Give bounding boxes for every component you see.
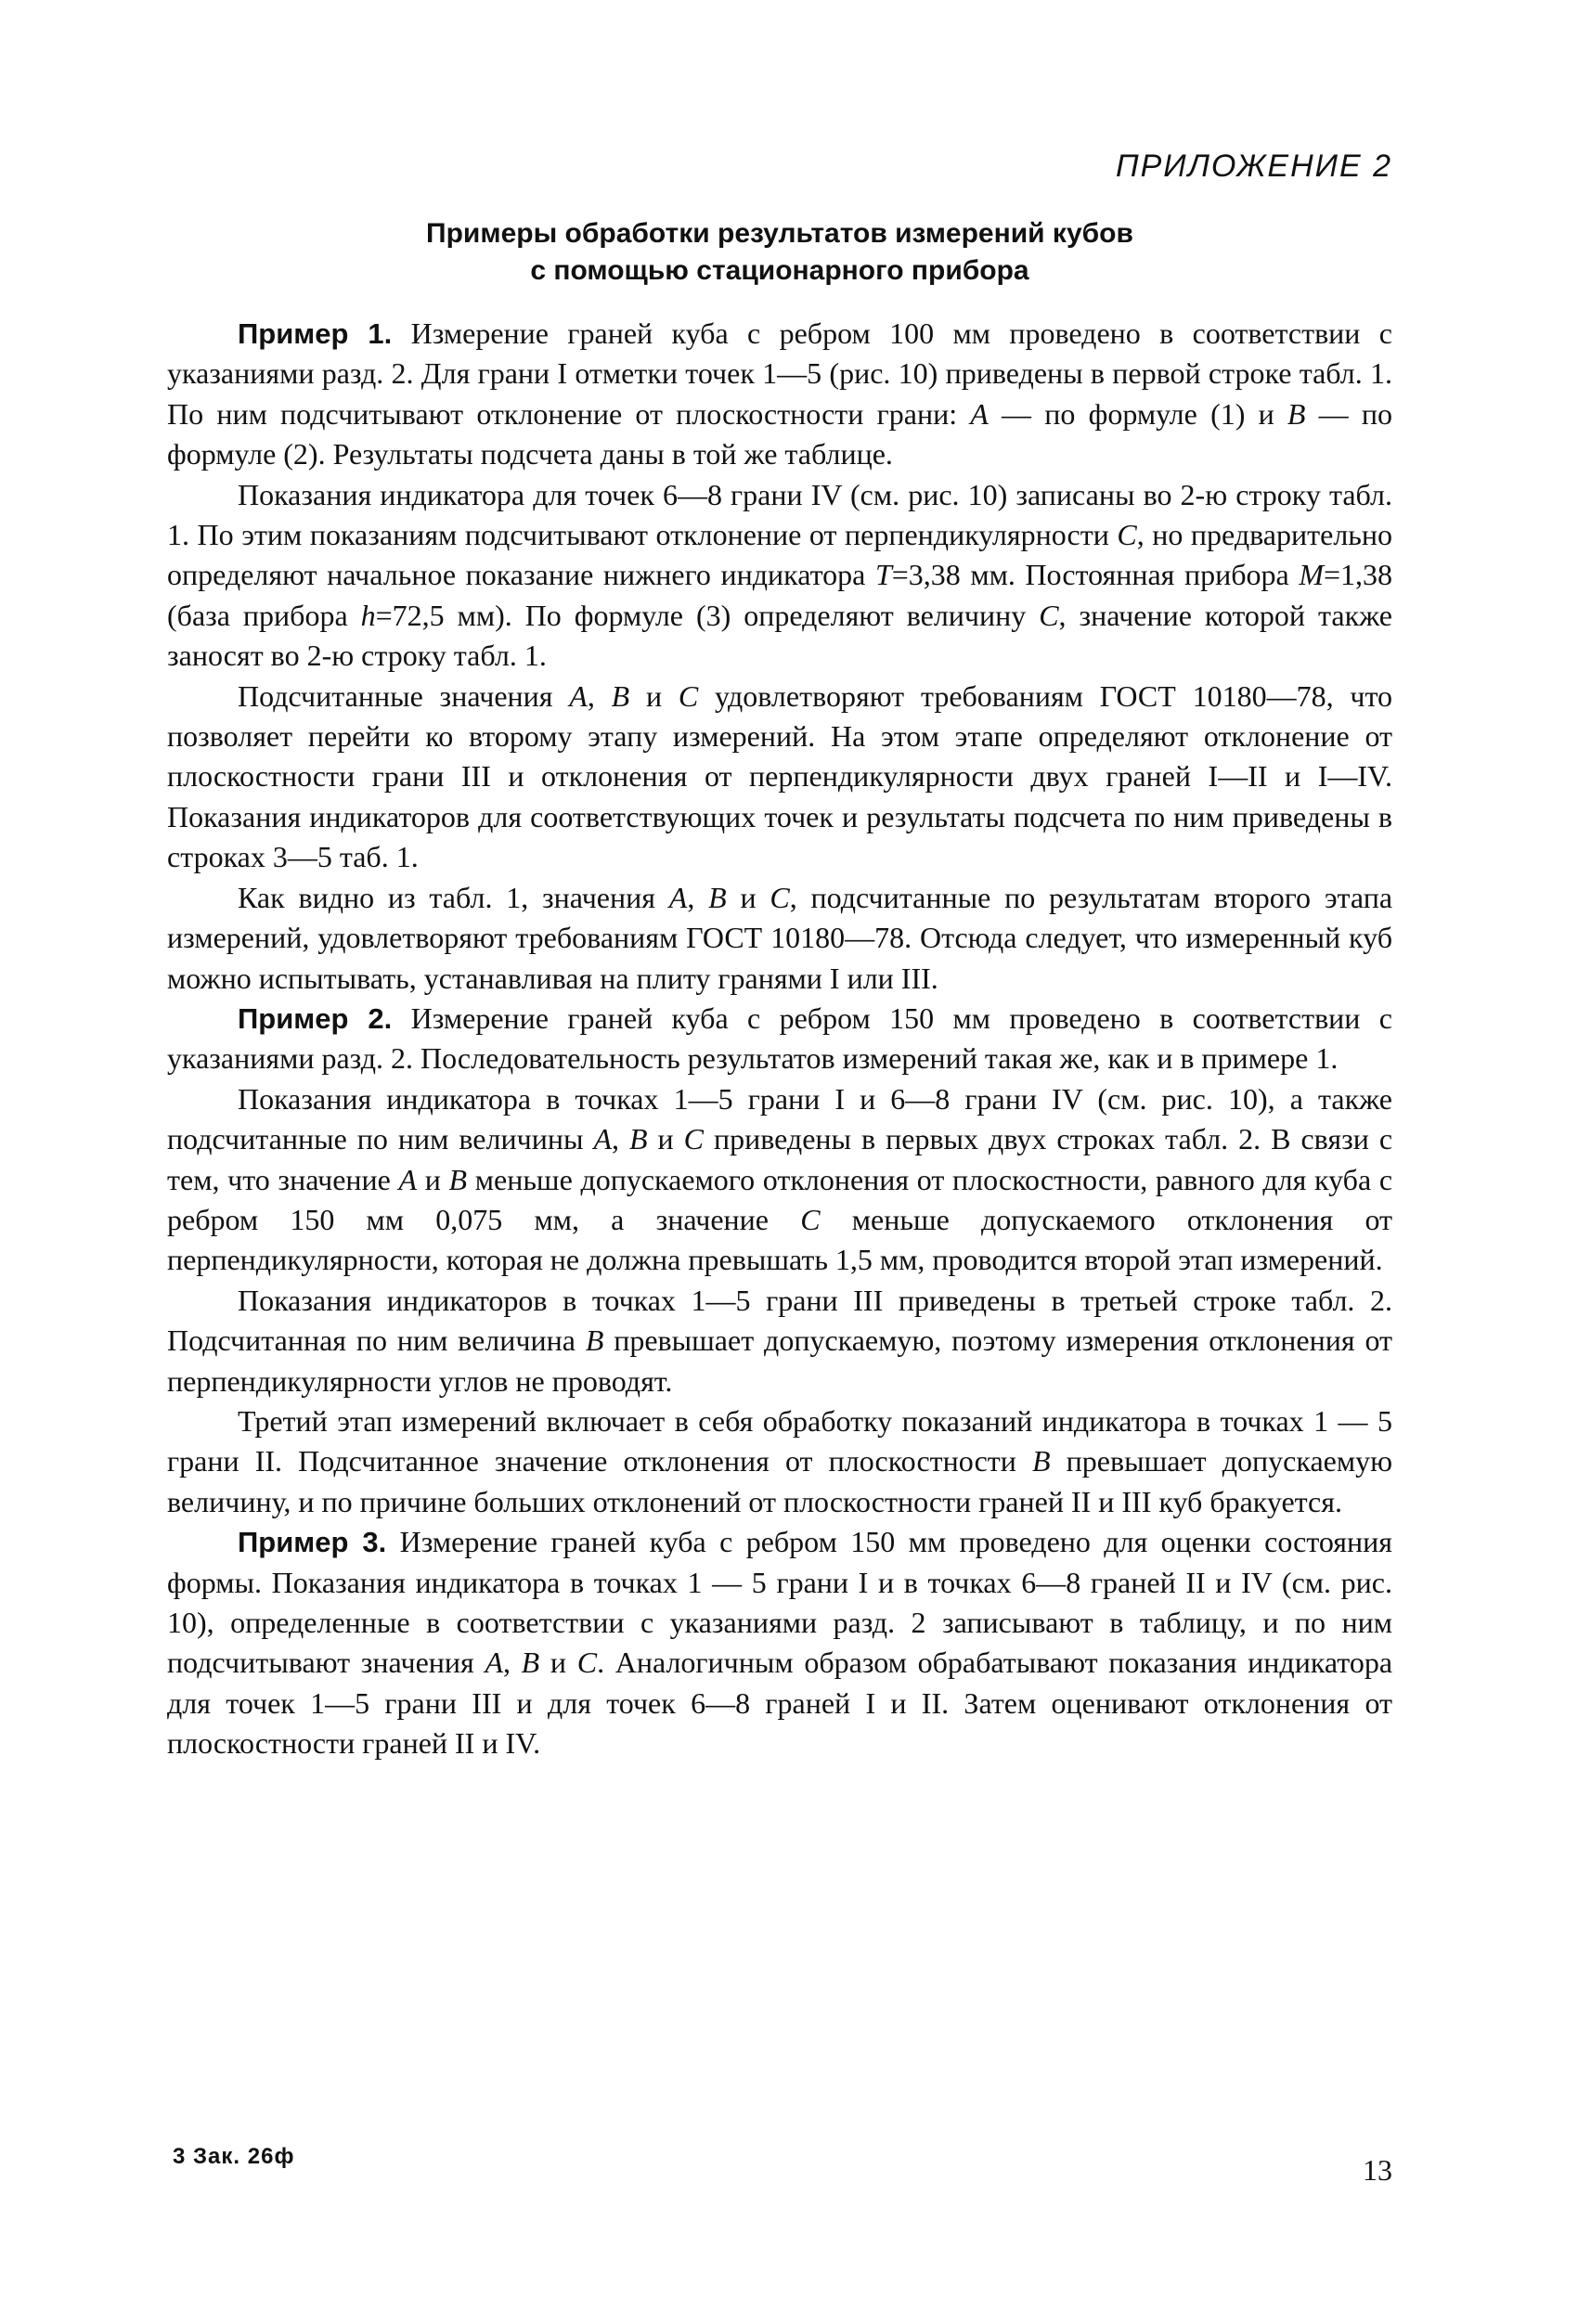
page-number: 13 — [1363, 2153, 1392, 2187]
variable-symbol: T — [874, 558, 892, 592]
variable-symbol: А — [485, 1646, 503, 1680]
variable-symbol: М — [1299, 558, 1324, 592]
text-run: превышает допускаемую величину, и по причине больших отклонений от плоскостности граней II и III куб бракуется. — [167, 1444, 1393, 1518]
text-run: — по формуле (1) и — [988, 396, 1287, 431]
variable-symbol: В — [1287, 396, 1306, 431]
variable-symbol: С — [800, 1202, 821, 1236]
variable-symbol: В — [448, 1162, 468, 1196]
text-run: и — [629, 678, 679, 713]
text-run: Измерение граней куба с ребром 150 мм проведено для оценки состояния формы. Показания индикатора в точках 1 — 5 грани I и в точках 6—8 граней II и IV (см. рис. 10), определенные в соответствии с указаниями разд. 2 записывают в таблицу, и по ним подсчитывают значения — [167, 1525, 1392, 1680]
paragraph-conclusion-example-1 — [167, 878, 1392, 999]
text-run: меньше допускаемого отклонения от плоскостности, равного для куба с ребром 150 мм 0,075 мм, а значение — [167, 1162, 1393, 1236]
text-run: приведены в первых двух строках табл. 2. В связи с тем, что значение — [167, 1122, 1393, 1196]
variable-symbol: А — [398, 1162, 418, 1196]
example-label: Пример 3. — [238, 1526, 387, 1559]
text-run: , значение которой также заносят во 2-ю строку табл. 1. — [167, 598, 1393, 673]
variable-symbol: С — [678, 678, 699, 713]
variable-symbol: С — [576, 1646, 598, 1680]
text-run: — по формуле (2). Результаты подсчета даны в той же таблице. — [167, 396, 1393, 471]
text-run: =3,38 мм. Постоянная прибора — [891, 558, 1300, 592]
text-run: меньше допускаемого отклонения от перпендикулярности, которая не должна превышать 1,5 мм, проводится второй этап измерений. — [167, 1202, 1393, 1277]
text-run: , но предварительно определяют начальное показание нижнего индикатора — [167, 518, 1392, 592]
text-run: Измерение граней куба с ребром 100 мм проведено в соответствии с указаниями разд. 2. Для грани I отметки точек 1—5 (рис. 10) приведены в первой строке табл. 1. По ним подсчитывают отклонение от плоскостности грани: — [167, 316, 1392, 431]
paragraph-calculated-values — [167, 677, 1392, 878]
text-run: =72,5 мм). По формуле (3) определяют величину — [375, 598, 1040, 632]
text-run: Измерение граней куба с ребром 150 мм проведено в соответствии с указаниями разд. 2. Последовательность результатов измерений такая же, как и в примере 1. — [167, 1001, 1392, 1076]
variable-symbol: В — [611, 678, 630, 713]
paragraph-third-stage — [167, 1401, 1392, 1522]
text-run: и — [726, 880, 770, 914]
variable-symbol: В — [628, 1122, 648, 1156]
variable-symbol: С — [1039, 598, 1059, 632]
example-label: Пример 2. — [238, 1001, 393, 1035]
text-run: , — [611, 1122, 629, 1156]
variable-symbol: С — [1117, 518, 1137, 552]
text-run: удовлетворяют требованиям ГОСТ 10180—78, что позволяет перейти ко второму этапу измерений. На этом этапе определяют отклонение от плоскостности грани III и отклонения от перпендикулярности двух граней I—II и I—IV. Показания индикаторов для соответствующих точек и результаты подсчета по ним приведены в строках 3—5 таб. 1. — [167, 678, 1393, 874]
paragraph-example-3 — [167, 1522, 1392, 1763]
variable-symbol: В — [585, 1323, 604, 1358]
section-title-line-2: с помощью стационарного прибора — [530, 255, 1029, 286]
text-run: , — [587, 678, 612, 713]
text-run: Показания индикатора для точек 6—8 грани IV (см. рис. 10) записаны во 2-ю строку табл. 1. По этим показаниям подсчитывают отклонение от перпендикулярности — [167, 477, 1392, 552]
text-run: и — [539, 1646, 577, 1680]
text-run: =1,38 (база прибора — [167, 558, 1393, 632]
text-run: , — [502, 1646, 522, 1680]
paragraph-example-2 — [167, 999, 1392, 1079]
variable-symbol: В — [1032, 1444, 1051, 1478]
text-run: Подсчитанные значения — [238, 678, 570, 713]
section-title-line-1: Примеры обработки результатов измерений кубов — [426, 218, 1133, 249]
text-run: Третий этап измерений включает в себя обработку показаний индикатора в точках 1 — 5 грани II. Подсчитанное значение отклонения от плоскостности — [167, 1403, 1392, 1478]
text-run: Показания индикаторов в точках 1—5 грани III приведены в третьей строке табл. 2. Подсчитанная по ним величина — [167, 1283, 1392, 1358]
variable-symbol: А — [970, 396, 989, 431]
paragraph-face-iii-readings — [167, 1281, 1392, 1401]
variable-symbol: С — [770, 880, 790, 914]
text-run: . Аналогичным образом обрабатывают показания индикатора для точек 1—5 грани III и для точек 6—8 граней I и II. Затем оценивают отклонения от плоскостности граней II и IV. — [167, 1646, 1393, 1761]
variable-symbol: В — [708, 880, 727, 914]
print-mark: 3 Зак. 26ф — [173, 2144, 295, 2169]
variable-symbol: А — [668, 880, 688, 914]
paragraph-indicator-readings — [167, 475, 1392, 677]
text-run: , — [687, 880, 709, 914]
appendix-label: ПРИЛОЖЕНИЕ 2 — [1115, 148, 1392, 184]
body-text — [167, 314, 1392, 1764]
variable-symbol: С — [683, 1122, 704, 1156]
variable-symbol: А — [593, 1122, 612, 1156]
text-run: , подсчитанные по результатам второго этапа измерений, удовлетворяют требованиям ГОСТ 10180—78. Отсюда следует, что измеренный куб можно испытывать, устанавливая на плиту гранями I или III. — [167, 880, 1393, 995]
text-run: Как видно из табл. 1, значения — [238, 880, 669, 914]
text-run: Показания индикатора в точках 1—5 грани I и 6—8 грани IV (см. рис. 10), а также подсчитанные по ним величины — [167, 1081, 1392, 1156]
variable-symbol: h — [360, 598, 376, 632]
variable-symbol: А — [569, 678, 588, 713]
text-run: и — [647, 1122, 684, 1156]
paragraph-example-1 — [167, 314, 1392, 475]
paragraph-indicator-readings-2 — [167, 1079, 1392, 1281]
text-run: и — [417, 1162, 449, 1196]
example-label: Пример 1. — [238, 317, 393, 350]
text-run: превышает допускаемую, поэтому измерения отклонения от перпендикулярности углов не проводят. — [167, 1323, 1393, 1398]
section-title — [167, 215, 1392, 290]
variable-symbol: В — [521, 1646, 540, 1680]
